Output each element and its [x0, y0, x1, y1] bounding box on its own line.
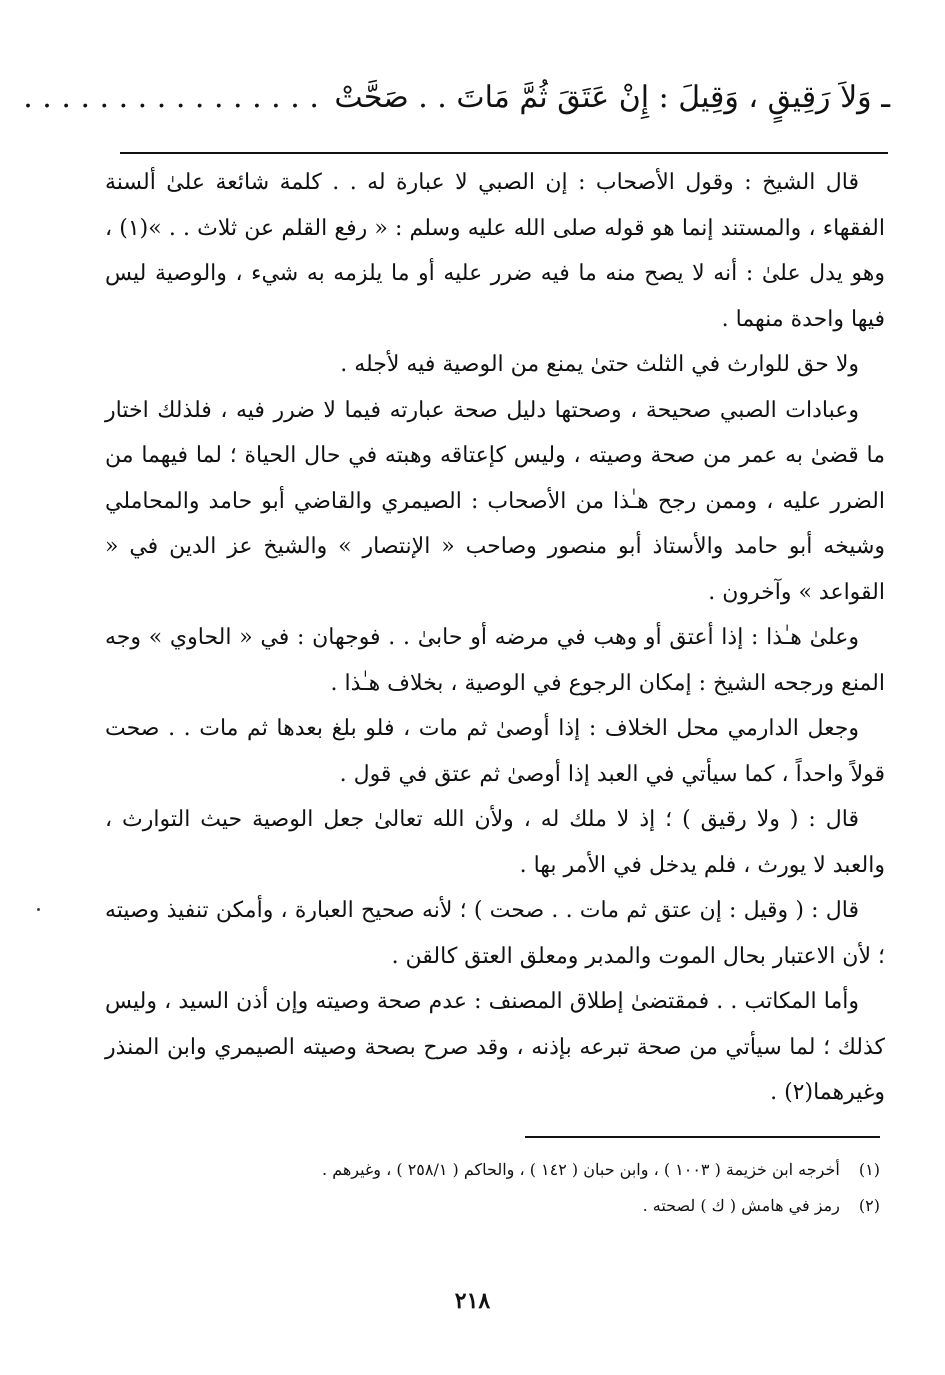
paragraph: وعبادات الصبي صحيحة ، وصحتها دليل صحة عبارته فيما لا ضرر فيه ، فلذلك اختار ما قضىٰ به عمر من صحة وصيته ، وليس كإعتاقه وهبته في حال الحياة ؛ لما فيهما من الضرر عليه ، وممن رجح هـٰذا من الأصحاب : الصيمري والقاضي أبو حامد والمحاملي وشيخه أبو حامد والأستاذ أبو منصور وصاحب « الإنتصار » والشيخ عز الدين في « القواعد » وآخرون . [105, 397, 885, 605]
footnote-text: أخرجه ابن خزيمة ( ١٠٠٣ ) ، وابن حبان ( ١٤٢ ) ، والحاكم ( ٢٥٨/١ ) ، وغيرهم . [322, 1160, 840, 1179]
footnote-text: رمز في هامش ( ك ) لصحته . [642, 1196, 840, 1215]
paragraph: ولا حق للوارث في الثلث حتىٰ يمنع من الوصية فيه لأجله . [340, 352, 859, 377]
footnote-number: (١) [858, 1160, 880, 1179]
main-text [105, 160, 885, 1116]
running-header [23, 70, 890, 126]
page-number: ٢١٨ [454, 1288, 491, 1314]
footnote [120, 1188, 880, 1224]
footnotes [120, 1152, 880, 1224]
footnote-number: (٢) [858, 1196, 880, 1215]
footnote-rule [525, 1136, 880, 1138]
header-text: ـ وَلاَ رَقِيقٍ ، وَقِيلَ : إِنْ عَتَقَ ثُمَّ مَاتَ . . صَحَّتْ [334, 80, 890, 115]
paragraph: قال : ( وقيل : إن عتق ثم مات . . صحت ) ؛ لأنه صحيح العبارة ، وأمكن تنفيذ وصيته ؛ لأن الاعتبار بحال الموت والمدبر ومعلق العتق كالقن . [105, 898, 885, 969]
paragraph: وعلىٰ هـٰذا : إذا أعتق أو وهب في مرضه أو حابىٰ . . فوجهان : في « الحاوي » وجه المنع ورجحه الشيخ : إمكان الرجوع في الوصية ، بخلاف هـٰذا . [105, 625, 885, 696]
paragraph: قال : ( ولا رقيق ) ؛ إذ لا ملك له ، ولأن الله تعالىٰ جعل الوصية حيث التوارث ، والعبد لا يورث ، فلم يدخل في الأمر بها . [105, 807, 885, 878]
paragraph: قال الشيخ : وقول الأصحاب : إن الصبي لا عبارة له . . كلمة شائعة علىٰ ألسنة الفقهاء ، والمستند إنما هو قوله صلى الله عليه وسلم : « رفع القلم عن ثلاث . . »(١) ، وهو يدل علىٰ : أنه لا يصح منه ما فيه ضرر عليه أو ما يلزمه به شيء ، والوصية ليس فيها واحدة منهما . [105, 170, 885, 332]
header-dots: . . . . . . . . . . . . . . . . [23, 80, 319, 115]
header-rule [120, 152, 888, 154]
paragraph: وأما المكاتب . . فمقتضىٰ إطلاق المصنف : عدم صحة وصيته وإن أذن السيد ، وليس كذلك ؛ لما سيأتي من صحة تبرعه بإذنه ، وقد صرح بصحة وصيته الصيمري وابن المنذر وغيرهما(٢) . [105, 989, 885, 1105]
margin-dot [37, 908, 40, 911]
footnote [120, 1152, 880, 1188]
paragraph: وجعل الدارمي محل الخلاف : إذا أوصىٰ ثم مات ، فلو بلغ بعدها ثم مات . . صحت قولاً واحداً ، كما سيأتي في العبد إذا أوصىٰ ثم عتق في قول . [105, 716, 885, 787]
